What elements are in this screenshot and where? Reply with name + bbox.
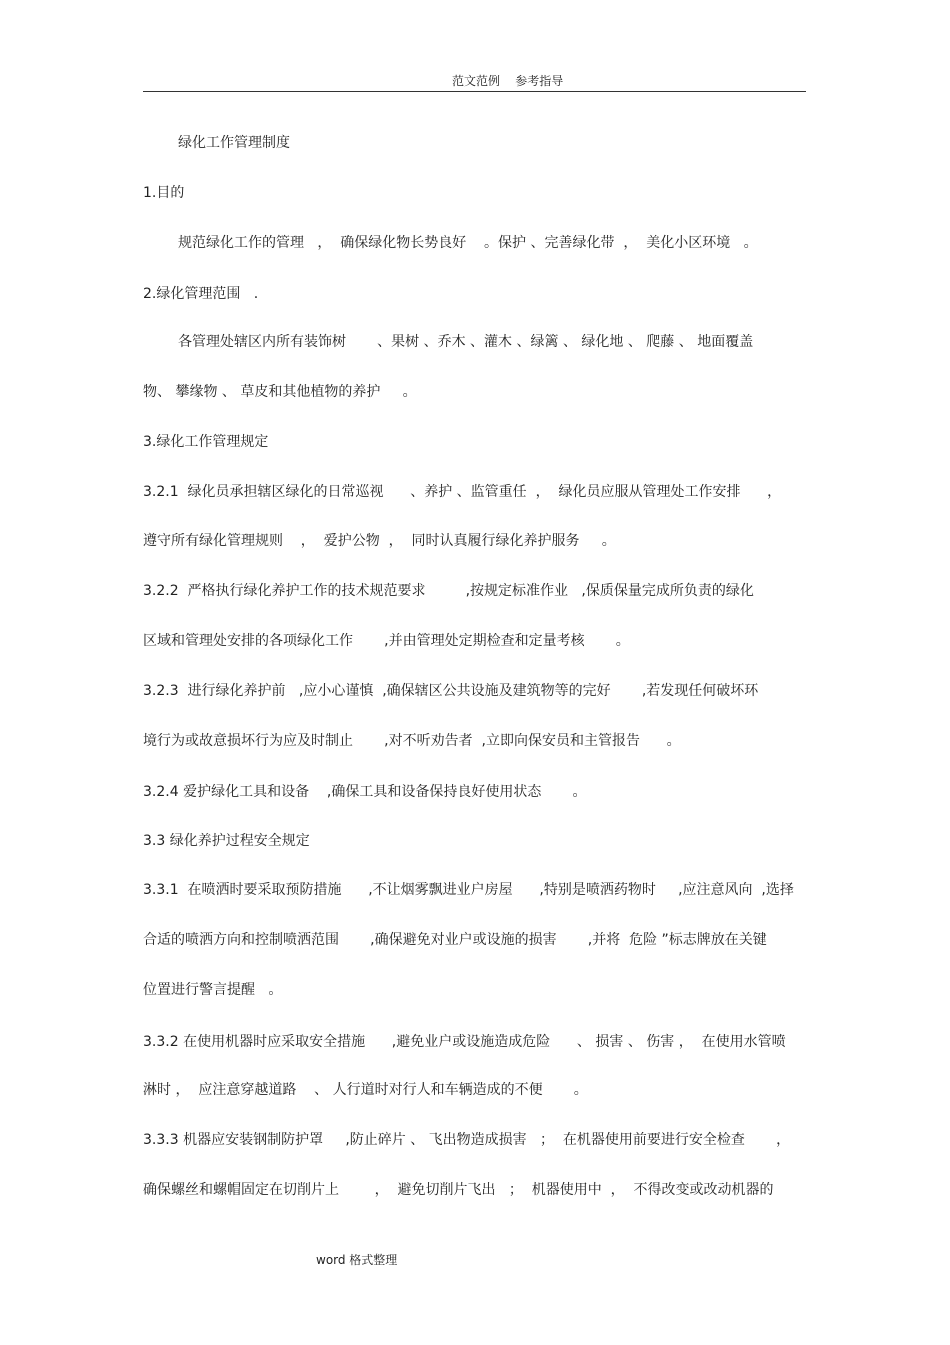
paragraph-line: 3.2.3 进行绿化养护前 ,应小心谨慎 ,确保辖区公共设施及建筑物等的完好 ,若发现任何破坏环 [143,683,759,699]
paragraph-line: 各管理处辖区内所有装饰树 、果树 、乔木 、灌木 、绿篱 、 绿化地 、 爬藤 、 地面覆盖 [178,334,754,350]
paragraph-line: 3.2.2 严格执行绿化养护工作的技术规范要求 ,按规定标准作业 ,保质保量完成所负责的绿化 [143,583,754,599]
paragraph-line: 3.3.3 机器应安装钢制防护罩 ,防止碎片 、 飞出物造成损害 ； 在机器使用前要进行安全检查 ， [143,1132,791,1148]
paragraph-line: 区域和管理处安排的各项绿化工作 ,并由管理处定期检查和定量考核 。 [143,633,630,649]
section-heading: 3.绿化工作管理规定 [143,434,269,450]
document-title: 绿化工作管理制度 [178,135,290,151]
paragraph-line: 确保螺丝和螺帽固定在切削片上 ， 避免切削片飞出 ； 机器使用中 ， 不得改变或改动机器的 [143,1182,774,1198]
page-footer: word 格式整理 [316,1253,398,1267]
paragraph-line: 物、 攀缘物 、 草皮和其他植物的养护 。 [143,384,417,400]
header-text: 范文范例 参考指导 [452,74,564,88]
paragraph-line: 遵守所有绿化管理规则 ， 爱护公物 ， 同时认真履行绿化养护服务 。 [143,533,616,549]
paragraph-line: 规范绿化工作的管理 ， 确保绿化物长势良好 。保护 、完善绿化带 ， 美化小区环境 。 [178,235,758,251]
paragraph-line: 3.3.1 在喷洒时要采取预防措施 ,不让烟雾飘进业户房屋 ,特别是喷洒药物时 ,应注意风向 ,选择 [143,882,794,898]
paragraph-line: 3.2.4 爱护绿化工具和设备 ,确保工具和设备保持良好使用状态 。 [143,784,587,800]
section-heading: 3.3 绿化养护过程安全规定 [143,833,310,849]
paragraph-line: 境行为或故意损坏行为应及时制止 ,对不听劝告者 ,立即向保安员和主管报告 。 [143,733,681,749]
section-heading: 2.绿化管理范围 . [143,286,259,302]
paragraph-line: 淋时 ， 应注意穿越道路 、 人行道时对行人和车辆造成的不便 。 [143,1082,588,1098]
paragraph-line: 3.2.1 绿化员承担辖区绿化的日常巡视 、养护 、监管重任 ， 绿化员应服从管理处工作安排 ， [143,484,782,500]
paragraph-line: 位置进行警言提醒 。 [143,982,283,998]
paragraph-line: 合适的喷洒方向和控制喷洒范围 ,确保避免对业户或设施的损害 ,并将 危险 ”标志牌放在关键 [143,932,767,948]
section-heading: 1.目的 [143,185,185,201]
page-header [143,68,806,92]
paragraph-line: 3.3.2 在使用机器时应采取安全措施 ,避免业户或设施造成危险 、 损害 、 伤害 ， 在使用水管喷 [143,1034,786,1050]
